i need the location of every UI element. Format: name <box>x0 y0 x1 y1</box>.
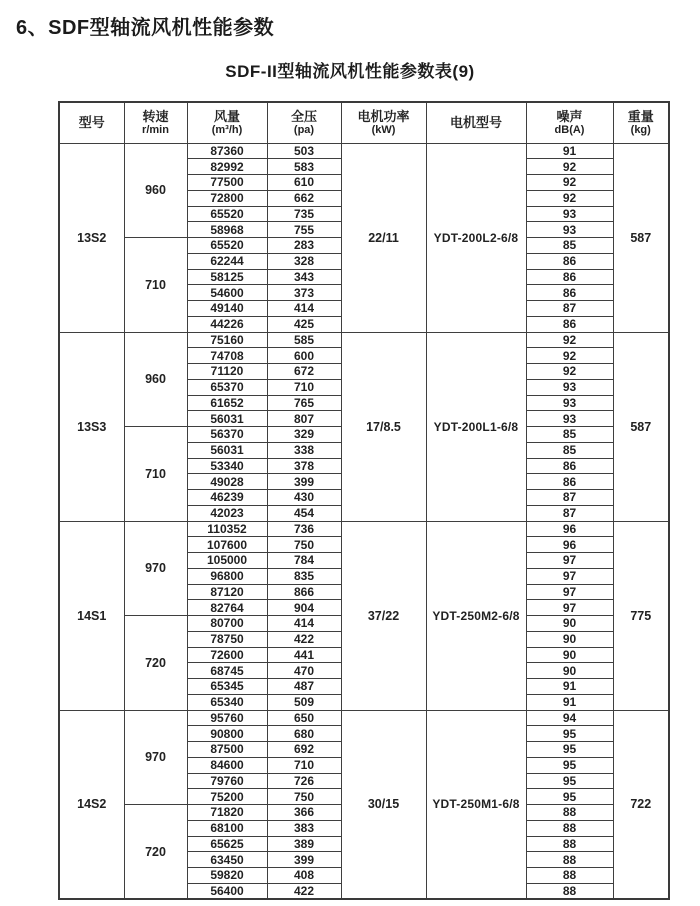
airflow-cell: 59820 <box>187 868 267 884</box>
speed-cell: 720 <box>124 805 187 900</box>
pressure-cell: 373 <box>267 285 341 301</box>
model-cell: 14S2 <box>59 710 124 899</box>
header-weight <box>613 102 669 143</box>
pressure-cell: 726 <box>267 773 341 789</box>
page-subtitle: SDF-II型轴流风机性能参数表(9) <box>225 62 475 81</box>
airflow-cell: 56031 <box>187 411 267 427</box>
pressure-cell: 610 <box>267 175 341 191</box>
header-speed-unit: r/min <box>142 123 169 136</box>
pressure-cell: 441 <box>267 647 341 663</box>
header-speed <box>124 102 187 143</box>
header-airflow <box>187 102 267 143</box>
pressure-cell: 408 <box>267 868 341 884</box>
pressure-cell: 750 <box>267 789 341 805</box>
noise-cell: 97 <box>526 568 613 584</box>
table-row <box>59 521 669 537</box>
airflow-cell: 49028 <box>187 474 267 490</box>
header-noise-label: 噪声 <box>556 108 583 124</box>
table-row <box>59 332 669 348</box>
pressure-cell: 662 <box>267 190 341 206</box>
airflow-cell: 80700 <box>187 616 267 632</box>
power-cell: 17/8.5 <box>341 332 426 521</box>
noise-cell: 97 <box>526 600 613 616</box>
header-model <box>59 102 124 143</box>
pressure-cell: 866 <box>267 584 341 600</box>
noise-cell: 90 <box>526 663 613 679</box>
weight-cell: 722 <box>613 710 669 899</box>
noise-cell: 90 <box>526 647 613 663</box>
header-model-label: 型号 <box>78 115 105 131</box>
pressure-cell: 585 <box>267 332 341 348</box>
noise-cell: 92 <box>526 348 613 364</box>
header-power-label: 电机功率 <box>357 108 410 124</box>
airflow-cell: 71120 <box>187 364 267 380</box>
airflow-cell: 58968 <box>187 222 267 238</box>
noise-cell: 96 <box>526 521 613 537</box>
table-row <box>59 143 669 159</box>
airflow-cell: 42023 <box>187 505 267 521</box>
airflow-cell: 72600 <box>187 647 267 663</box>
pressure-cell: 366 <box>267 805 341 821</box>
pressure-cell: 283 <box>267 238 341 254</box>
header-motor-model-label: 电机型号 <box>449 115 502 131</box>
pressure-cell: 692 <box>267 742 341 758</box>
pressure-cell: 487 <box>267 679 341 695</box>
airflow-cell: 62244 <box>187 253 267 269</box>
motor-model-cell: YDT-250M2-6/8 <box>426 521 526 710</box>
noise-cell: 93 <box>526 222 613 238</box>
header-speed-label: 转速 <box>142 108 169 124</box>
noise-cell: 95 <box>526 726 613 742</box>
airflow-cell: 75160 <box>187 332 267 348</box>
pressure-cell: 904 <box>267 600 341 616</box>
pressure-cell: 600 <box>267 348 341 364</box>
pressure-cell: 399 <box>267 852 341 868</box>
airflow-cell: 84600 <box>187 757 267 773</box>
noise-cell: 88 <box>526 883 613 899</box>
pressure-cell: 680 <box>267 726 341 742</box>
header-pressure <box>267 102 341 143</box>
airflow-cell: 65345 <box>187 679 267 695</box>
noise-cell: 97 <box>526 584 613 600</box>
pressure-cell: 503 <box>267 143 341 159</box>
noise-cell: 90 <box>526 631 613 647</box>
airflow-cell: 63450 <box>187 852 267 868</box>
noise-cell: 88 <box>526 805 613 821</box>
noise-cell: 86 <box>526 253 613 269</box>
header-noise <box>526 102 613 143</box>
airflow-cell: 82764 <box>187 600 267 616</box>
pressure-cell: 383 <box>267 820 341 836</box>
noise-cell: 95 <box>526 742 613 758</box>
noise-cell: 94 <box>526 710 613 726</box>
header-motor-model <box>426 102 526 143</box>
pressure-cell: 583 <box>267 159 341 175</box>
power-cell: 30/15 <box>341 710 426 899</box>
pressure-cell: 755 <box>267 222 341 238</box>
pressure-cell: 338 <box>267 442 341 458</box>
pressure-cell: 343 <box>267 269 341 285</box>
airflow-cell: 65625 <box>187 836 267 852</box>
pressure-cell: 765 <box>267 395 341 411</box>
noise-cell: 93 <box>526 395 613 411</box>
noise-cell: 93 <box>526 206 613 222</box>
airflow-cell: 71820 <box>187 805 267 821</box>
noise-cell: 97 <box>526 553 613 569</box>
noise-cell: 86 <box>526 474 613 490</box>
speed-cell: 960 <box>124 143 187 238</box>
airflow-cell: 44226 <box>187 316 267 332</box>
airflow-cell: 105000 <box>187 553 267 569</box>
airflow-cell: 79760 <box>187 773 267 789</box>
model-cell: 13S3 <box>59 332 124 521</box>
noise-cell: 95 <box>526 757 613 773</box>
pressure-cell: 784 <box>267 553 341 569</box>
header-airflow-label: 风量 <box>213 108 240 124</box>
pressure-cell: 807 <box>267 411 341 427</box>
speed-cell: 970 <box>124 710 187 805</box>
pressure-cell: 835 <box>267 568 341 584</box>
airflow-cell: 65520 <box>187 206 267 222</box>
noise-cell: 88 <box>526 852 613 868</box>
noise-cell: 91 <box>526 143 613 159</box>
pressure-cell: 750 <box>267 537 341 553</box>
pressure-cell: 422 <box>267 631 341 647</box>
noise-cell: 92 <box>526 175 613 191</box>
noise-cell: 88 <box>526 836 613 852</box>
model-cell: 13S2 <box>59 143 124 332</box>
pressure-cell: 672 <box>267 364 341 380</box>
table-row <box>59 710 669 726</box>
pressure-cell: 422 <box>267 883 341 899</box>
motor-model-cell: YDT-200L1-6/8 <box>426 332 526 521</box>
airflow-cell: 72800 <box>187 190 267 206</box>
airflow-cell: 74708 <box>187 348 267 364</box>
noise-cell: 86 <box>526 285 613 301</box>
airflow-cell: 82992 <box>187 159 267 175</box>
airflow-cell: 87360 <box>187 143 267 159</box>
noise-cell: 87 <box>526 490 613 506</box>
pressure-cell: 509 <box>267 694 341 710</box>
pressure-cell: 399 <box>267 474 341 490</box>
header-weight-label: 重量 <box>627 108 654 124</box>
noise-cell: 88 <box>526 868 613 884</box>
airflow-cell: 53340 <box>187 458 267 474</box>
fan-performance-table <box>58 101 670 900</box>
airflow-cell: 65370 <box>187 379 267 395</box>
speed-cell: 710 <box>124 238 187 333</box>
airflow-cell: 107600 <box>187 537 267 553</box>
noise-cell: 88 <box>526 820 613 836</box>
airflow-cell: 68100 <box>187 820 267 836</box>
airflow-cell: 87120 <box>187 584 267 600</box>
power-cell: 22/11 <box>341 143 426 332</box>
noise-cell: 87 <box>526 505 613 521</box>
header-airflow-unit: (m³/h) <box>211 123 243 136</box>
noise-cell: 95 <box>526 789 613 805</box>
noise-cell: 86 <box>526 269 613 285</box>
pressure-cell: 735 <box>267 206 341 222</box>
model-cell: 14S1 <box>59 521 124 710</box>
airflow-cell: 49140 <box>187 301 267 317</box>
noise-cell: 91 <box>526 679 613 695</box>
noise-cell: 85 <box>526 442 613 458</box>
noise-cell: 92 <box>526 159 613 175</box>
pressure-cell: 414 <box>267 301 341 317</box>
weight-cell: 775 <box>613 521 669 710</box>
noise-cell: 92 <box>526 332 613 348</box>
motor-model-cell: YDT-250M1-6/8 <box>426 710 526 899</box>
airflow-cell: 78750 <box>187 631 267 647</box>
speed-cell: 720 <box>124 616 187 711</box>
airflow-cell: 110352 <box>187 521 267 537</box>
pressure-cell: 710 <box>267 757 341 773</box>
pressure-cell: 470 <box>267 663 341 679</box>
airflow-cell: 77500 <box>187 175 267 191</box>
airflow-cell: 56370 <box>187 427 267 443</box>
header-row <box>59 102 669 143</box>
airflow-cell: 75200 <box>187 789 267 805</box>
airflow-cell: 56031 <box>187 442 267 458</box>
noise-cell: 95 <box>526 773 613 789</box>
noise-cell: 93 <box>526 411 613 427</box>
noise-cell: 87 <box>526 301 613 317</box>
speed-cell: 960 <box>124 332 187 427</box>
noise-cell: 86 <box>526 458 613 474</box>
pressure-cell: 389 <box>267 836 341 852</box>
airflow-cell: 54600 <box>187 285 267 301</box>
noise-cell: 85 <box>526 427 613 443</box>
pressure-cell: 378 <box>267 458 341 474</box>
motor-model-cell: YDT-200L2-6/8 <box>426 143 526 332</box>
airflow-cell: 58125 <box>187 269 267 285</box>
speed-cell: 710 <box>124 427 187 522</box>
weight-cell: 587 <box>613 332 669 521</box>
pressure-cell: 329 <box>267 427 341 443</box>
airflow-cell: 56400 <box>187 883 267 899</box>
pressure-cell: 710 <box>267 379 341 395</box>
pressure-cell: 736 <box>267 521 341 537</box>
airflow-cell: 46239 <box>187 490 267 506</box>
weight-cell: 587 <box>613 143 669 332</box>
noise-cell: 85 <box>526 238 613 254</box>
header-power <box>341 102 426 143</box>
airflow-cell: 96800 <box>187 568 267 584</box>
header-power-unit: (kW) <box>371 123 396 136</box>
airflow-cell: 95760 <box>187 710 267 726</box>
header-weight-unit: (kg) <box>630 123 651 136</box>
pressure-cell: 650 <box>267 710 341 726</box>
noise-cell: 96 <box>526 537 613 553</box>
page-title: 6、SDF型轴流风机性能参数 <box>16 17 275 39</box>
airflow-cell: 68745 <box>187 663 267 679</box>
noise-cell: 91 <box>526 694 613 710</box>
pressure-cell: 328 <box>267 253 341 269</box>
header-pressure-unit: (pa) <box>293 123 315 136</box>
noise-cell: 92 <box>526 190 613 206</box>
pressure-cell: 414 <box>267 616 341 632</box>
speed-cell: 970 <box>124 521 187 616</box>
airflow-cell: 61652 <box>187 395 267 411</box>
pressure-cell: 430 <box>267 490 341 506</box>
header-pressure-label: 全压 <box>290 108 317 124</box>
table-body <box>59 143 669 899</box>
airflow-cell: 65520 <box>187 238 267 254</box>
airflow-cell: 90800 <box>187 726 267 742</box>
pressure-cell: 425 <box>267 316 341 332</box>
noise-cell: 92 <box>526 364 613 380</box>
airflow-cell: 65340 <box>187 694 267 710</box>
pressure-cell: 454 <box>267 505 341 521</box>
header-noise-unit: dB(A) <box>554 123 585 136</box>
airflow-cell: 87500 <box>187 742 267 758</box>
noise-cell: 90 <box>526 616 613 632</box>
power-cell: 37/22 <box>341 521 426 710</box>
noise-cell: 86 <box>526 316 613 332</box>
noise-cell: 93 <box>526 379 613 395</box>
